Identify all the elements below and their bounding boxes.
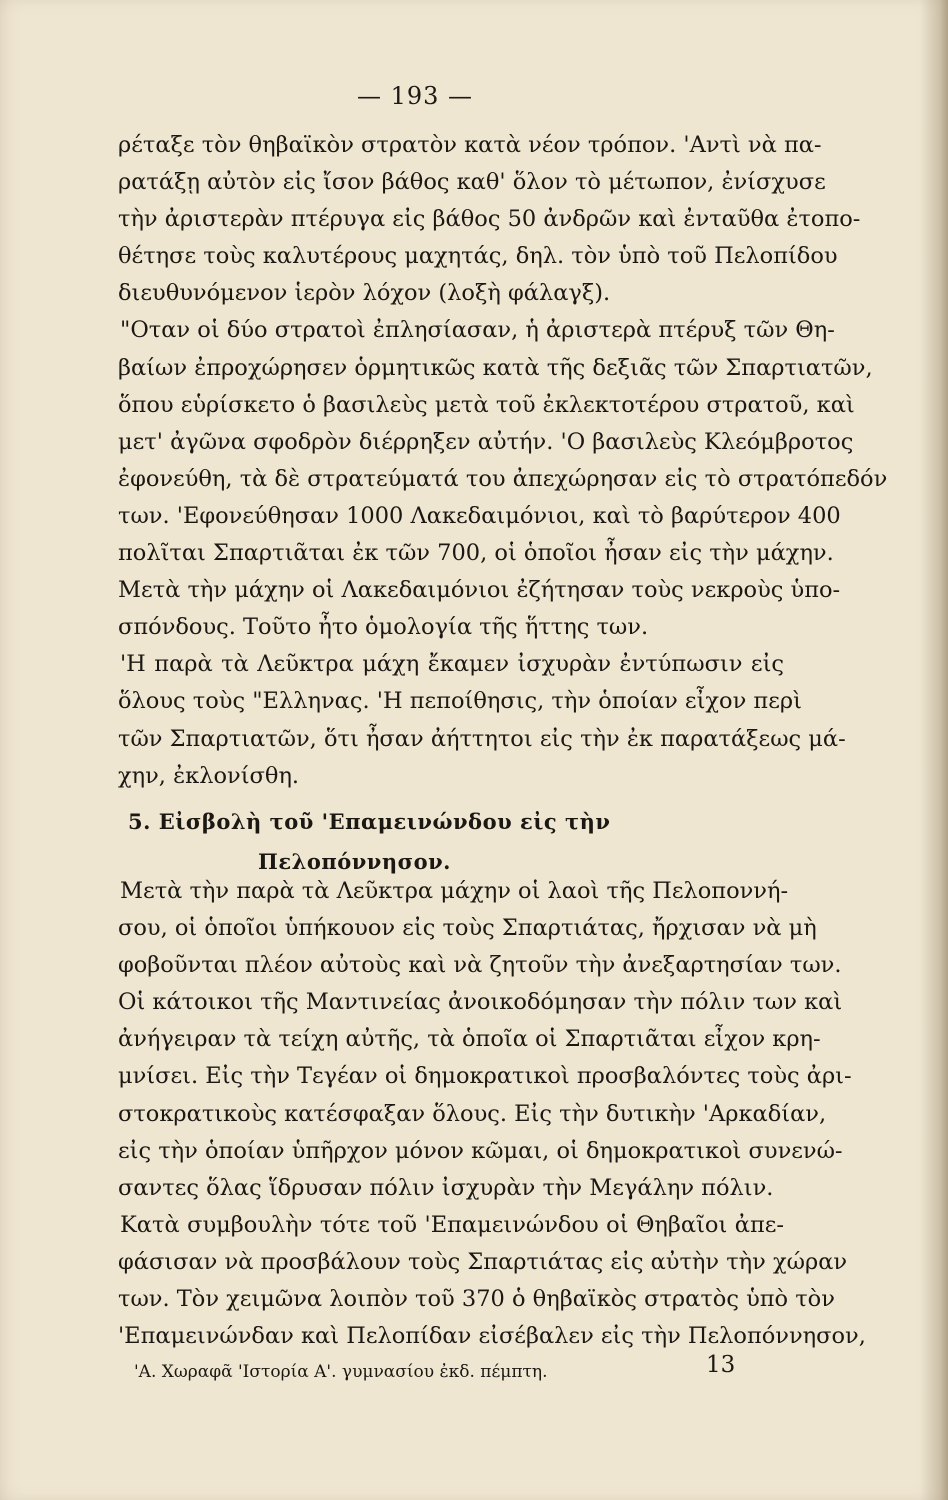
body-text-top — [118, 127, 888, 795]
text-line: σου, οἱ ὁποῖοι ὑπήκουον εἰς τοὺς Σπαρτιάτας, ἤρχισαν νὰ μὴ — [118, 915, 817, 942]
text-line: φοβοῦνται πλέον αὐτοὺς καὶ νὰ ζητοῦν τὴν ἀνεξαρτησίαν των. — [118, 952, 842, 979]
text-line: ὅπου εὑρίσκετο ὁ βασιλεὺς μετὰ τοῦ ἐκλεκτοτέρου στρατοῦ, καὶ — [118, 391, 855, 418]
text-line: εἰς τὴν ὁποίαν ὑπῆρχον μόνον κῶμαι, οἱ δημοκρατικοὶ συνενώ- — [118, 1137, 843, 1164]
section-heading-line-2: Πελοπόννησον. — [258, 849, 451, 874]
text-line: μετ' ἀγῶνα σφοδρὸν διέρρηξεν αὐτήν. 'Ο βασιλεὺς Κλεόμβροτος — [118, 428, 854, 455]
text-line: θέτησε τοὺς καλυτέρους μαχητάς, δηλ. τὸν ὑπὸ τοῦ Πελοπίδου — [118, 243, 838, 270]
text-line: Κατὰ συμβουλὴν τότε τοῦ 'Επαμεινώνδου οἱ Θηβαῖοι ἀπε- — [120, 1211, 784, 1238]
page-number: — 193 — — [356, 82, 474, 110]
text-line: ἀνήγειραν τὰ τείχη αὐτῆς, τὰ ὁποῖα οἱ Σπαρτιᾶται εἶχον κρη- — [118, 1026, 821, 1053]
text-line: τὴν ἀριστερὰν πτέρυγα εἰς βάθος 50 ἀνδρῶν καὶ ἐνταῦθα ἐτοπο- — [118, 206, 861, 233]
text-line: πολῖται Σπαρτιᾶται ἐκ τῶν 700, οἱ ὁποῖοι ἦσαν εἰς τὴν μάχην. — [118, 540, 834, 567]
text-line: των. 'Εφονεύθησαν 1000 Λακεδαιμόνιοι, καὶ τὸ βαρύτερον 400 — [118, 502, 841, 529]
text-line: 'Επαμεινώνδαν καὶ Πελοπίδαν εἰσέβαλεν εἰς τὴν Πελοπόννησον, — [118, 1323, 866, 1350]
footer-reference: 'Α. Χωραφᾶ 'Ιστορία Α'. γυμνασίου ἐκδ. πέμπτη. — [134, 1362, 548, 1382]
text-line: ἐφονεύθη, τὰ δὲ στρατεύματά του ἀπεχώρησαν εἰς τὸ στρατόπεδόν — [118, 465, 888, 492]
text-line: Οἱ κάτοικοι τῆς Μαντινείας ἀνοικοδόμησαν τὴν πόλιν των καὶ — [118, 989, 843, 1016]
text-line: Μετὰ τὴν παρὰ τὰ Λεῦκτρα μάχην οἱ λαοὶ τῆς Πελοποννή- — [120, 878, 789, 904]
page-edge-shadow — [920, 0, 948, 1500]
text-line: σαντες ὅλας ἵδρυσαν πόλιν ἰσχυρὰν τὴν Μεγάλην πόλιν. — [118, 1174, 774, 1201]
text-line: ὅλους τοὺς "Ελληνας. 'Η πεποίθησις, τὴν ὁποίαν εἶχον περὶ — [118, 688, 802, 715]
body-text-section — [118, 873, 866, 1355]
section-heading — [118, 802, 784, 882]
text-line: Μετὰ τὴν μάχην οἱ Λακεδαιμόνιοι ἐζήτησαν τοὺς νεκροὺς ὑπο- — [118, 577, 841, 604]
text-line: ρατάξῃ αὐτὸν εἰς ἴσον βάθος καθ' ὅλον τὸ μέτωπον, ἐνίσχυσε — [118, 169, 826, 196]
text-line: βαίων ἐπροχώρησεν ὁρμητικῶς κατὰ τῆς δεξιᾶς τῶν Σπαρτιατῶν, — [118, 354, 873, 381]
text-line: ρέταξε τὸν θηβαϊκὸν στρατὸν κατὰ νέον τρόπον. 'Αντὶ νὰ πα- — [118, 132, 822, 158]
text-line: τῶν Σπαρτιατῶν, ὅτι ἦσαν ἀήττητοι εἰς τὴν ἐκ παρατάξεως μά- — [118, 725, 846, 752]
text-line: 'Η παρὰ τὰ Λεῦκτρα μάχη ἔκαμεν ἰσχυρὰν ἐντύπωσιν εἰς — [120, 651, 784, 678]
text-line: χην, ἐκλονίσθη. — [118, 762, 300, 789]
section-heading-line-1: 5. Εἰσβολὴ τοῦ 'Επαμεινώνδου εἰς τὴν — [128, 809, 611, 834]
text-line: των. Τὸν χειμῶνα λοιπὸν τοῦ 370 ὁ θηβαϊκὸς στρατὸς ὑπὸ τὸν — [118, 1286, 835, 1313]
text-line: μνίσει. Εἰς τὴν Τεγέαν οἱ δημοκρατικοὶ προσβαλόντες τοὺς ἀρι- — [118, 1063, 852, 1090]
text-line: "Οταν οἱ δύο στρατοὶ ἐπλησίασαν, ἡ ἀριστερὰ πτέρυξ τῶν Θη- — [120, 317, 835, 344]
signature-mark: 13 — [706, 1352, 736, 1378]
text-line: σπόνδους. Τοῦτο ἦτο ὁμολογία τῆς ἥττης των. — [118, 614, 649, 641]
text-line: διευθυνόμενον ἱερὸν λόχον (λοξὴ φάλαγξ). — [118, 280, 611, 307]
text-line: φάσισαν νὰ προσβάλουν τοὺς Σπαρτιάτας εἰς αὐτὴν τὴν χώραν — [118, 1248, 848, 1275]
text-line: στοκρατικοὺς κατέσφαξαν ὅλους. Εἰς τὴν δυτικὴν 'Αρκαδίαν, — [118, 1100, 827, 1127]
